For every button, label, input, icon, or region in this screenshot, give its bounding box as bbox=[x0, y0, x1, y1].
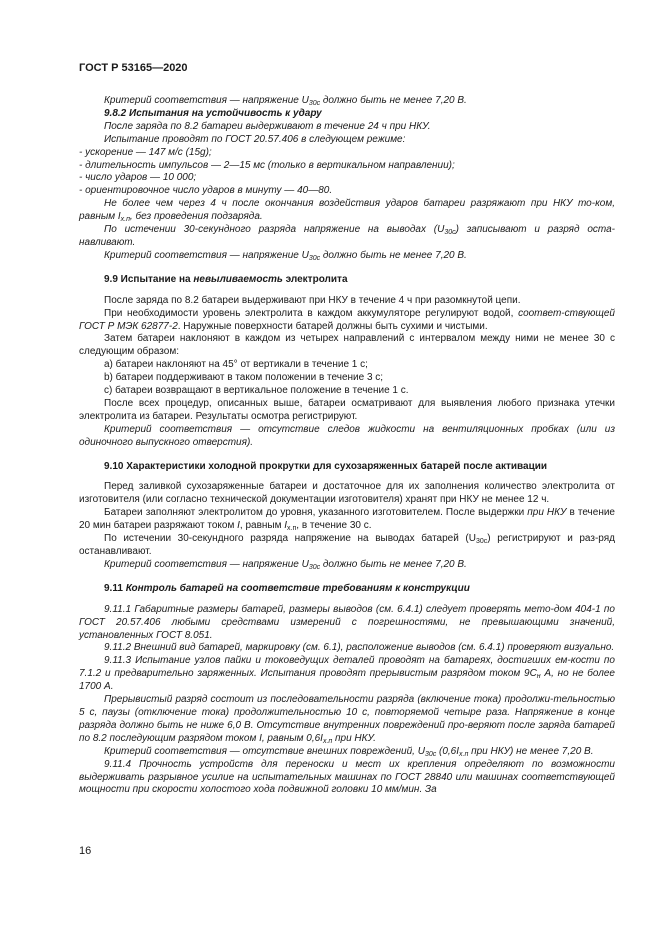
list-item: b) батареи поддерживают в таком положении в течение 3 с; bbox=[104, 372, 384, 384]
paragraph: 9.11.1 Габаритные размеры батарей, размеры выводов (см. 6.4.1) следует проверять мето-дом 404-1 по ГОСТ 20.57.406 любыми средствами измерений с погрешностями, не превышающими значений, установленных ГОСТ 8.051. bbox=[79, 603, 615, 641]
list-item: с) батареи возвращают в вертикальное положение в течение 1 с. bbox=[104, 385, 409, 397]
paragraph: При необходимости уровень электролита в каждом аккумуляторе регулируют водой, соответ-ствующей ГОСТ Р МЭК 62877-2. Наружные поверхности батарей должны быть сухими и чистыми. bbox=[79, 307, 615, 332]
criterion-paragraph: Критерий соответствия — отсутствие внешних повреждений, $U_{30c}$ ($0,6I_{х.п}$ при НКУ) не менее 7,20 В. bbox=[104, 745, 594, 758]
paragraph: После заряда по 8.2 батареи выдерживают в течение 24 ч при НКУ. bbox=[104, 120, 431, 132]
section-heading-9-8-2: 9.8.2 Испытания на устойчивость к удару bbox=[104, 107, 322, 119]
paragraph: Затем батареи наклоняют в каждом из четырех направлений с интервалом между ними не менее 30 с следующим образом: bbox=[79, 333, 615, 358]
paragraph: 9.11.3 Испытание узлов пайки и токоведущих деталей проводят на батареях, достигших ем-кости по 7.1.2 и предварительно заряженных. Испытания проводят прерывистым разрядом током $9С_н$ А, но не более 1700 А. bbox=[79, 655, 615, 693]
criterion-paragraph: Критерий соответствия — напряжение $U_{30c}$ должно быть не менее 7,20 В. bbox=[104, 558, 467, 571]
criterion-paragraph: Критерий соответствия — напряжение $U_{30c}$ должно быть не менее 7,20 В. bbox=[104, 95, 467, 107]
paragraph: 9.11.2 Внешний вид батарей, маркировку (см. 6.1), расположение выводов (см. 6.4.1) проверяют визуально. bbox=[104, 642, 615, 654]
paragraph: Не более чем через 4 ч после окончания воздействия ударов батареи разряжают при НКУ то-ком, равным $I_{х.п}$, без проведения подзаряда. bbox=[79, 198, 615, 224]
criterion-paragraph: Критерий соответствия — отсутствие следов жидкости на вентиляционных пробках (или из одиночного выпускного отверстия). bbox=[79, 423, 615, 448]
standard-header: ГОСТ Р 53165—2020 bbox=[79, 62, 188, 74]
paragraph: Испытание проводят по ГОСТ 20.57.406 в следующем режиме: bbox=[104, 133, 406, 145]
list-item: а) батареи наклоняют на 45° от вертикали в течение 1 с; bbox=[104, 359, 368, 371]
list-item: - число ударов — 10 000; bbox=[79, 172, 197, 184]
list-item: - ускорение — 147 м/с (15g); bbox=[79, 146, 212, 158]
page-number: 16 bbox=[79, 845, 92, 857]
paragraph: По истечении 30-секундного разряда напряжение на выводах батарей $(U_{30c})$ регистрируют и раз-ряд останавливают. bbox=[79, 533, 615, 557]
paragraph: Перед заливкой сухозаряженные батареи и достаточное для их заполнения количество электролита от изготовителя (или согласно технической документации изготовителя) хранят при НКУ не менее 12 ч. bbox=[79, 481, 615, 506]
paragraph: 9.11.4 Прочность устройств для переноски и мест их крепления определяют по возможности выдерживать разрывное усилие на испытательных машинах по ГОСТ 28840 или машинах соответствующей мощности при скорости холостого хода подвижной головки 10 мм/мин. За bbox=[79, 758, 615, 796]
paragraph: После заряда по 8.2 батареи выдерживают при НКУ в течение 4 ч при разомкнутой цепи. bbox=[104, 294, 521, 306]
paragraph: После всех процедур, описанных выше, батареи осматривают для выявления любого признака утечки электролита из батареи. Результаты осмотра регистрируют. bbox=[79, 397, 615, 422]
section-heading-9-10: 9.10 Характеристики холодной прокрутки для сухозаряженных батарей после активации bbox=[104, 460, 548, 472]
paragraph: Батареи заполняют электролитом до уровня, указанного изготовителем. После выдержки при НКУ в течение 20 мин батареи разряжают током I, равным $I_{х.п}$, в течение 30 с. bbox=[79, 507, 615, 533]
section-heading-9-9: 9.9 Испытание на невыливаемость электролита bbox=[104, 273, 348, 285]
list-item: - длительность импульсов — 2—15 мс (только в вертикальном направлении); bbox=[79, 159, 455, 171]
list-item: - ориентировочное число ударов в минуту — 40—80. bbox=[79, 185, 333, 197]
section-heading-9-11: 9.11 Контроль батарей на соответствие требованиям к конструкции bbox=[104, 582, 470, 594]
paragraph: Прерывистый разряд состоит из последовательности разряда (включение тока) продолжи-тельностью 5 с, паузы (отключение тока) продолжительностью 10 с, повторяемой четыре раза. Напряжение в конце разряда должно быть не ниже 6,0 В. Отсутствие внутренних повреждений про-веряют после заряда батарей по 8.2 последующим разрядом током I, равным $0,6I_{х.п}$ при НКУ. bbox=[79, 694, 615, 745]
criterion-paragraph: Критерий соответствия — напряжение $U_{30c}$ должно быть не менее 7,20 В. bbox=[104, 249, 467, 262]
paragraph: По истечении 30-секундного разряда напряжение на выводах $(U_{30c})$ записывают и разряд оста-навливают. bbox=[79, 224, 615, 248]
page-content bbox=[79, 95, 615, 797]
